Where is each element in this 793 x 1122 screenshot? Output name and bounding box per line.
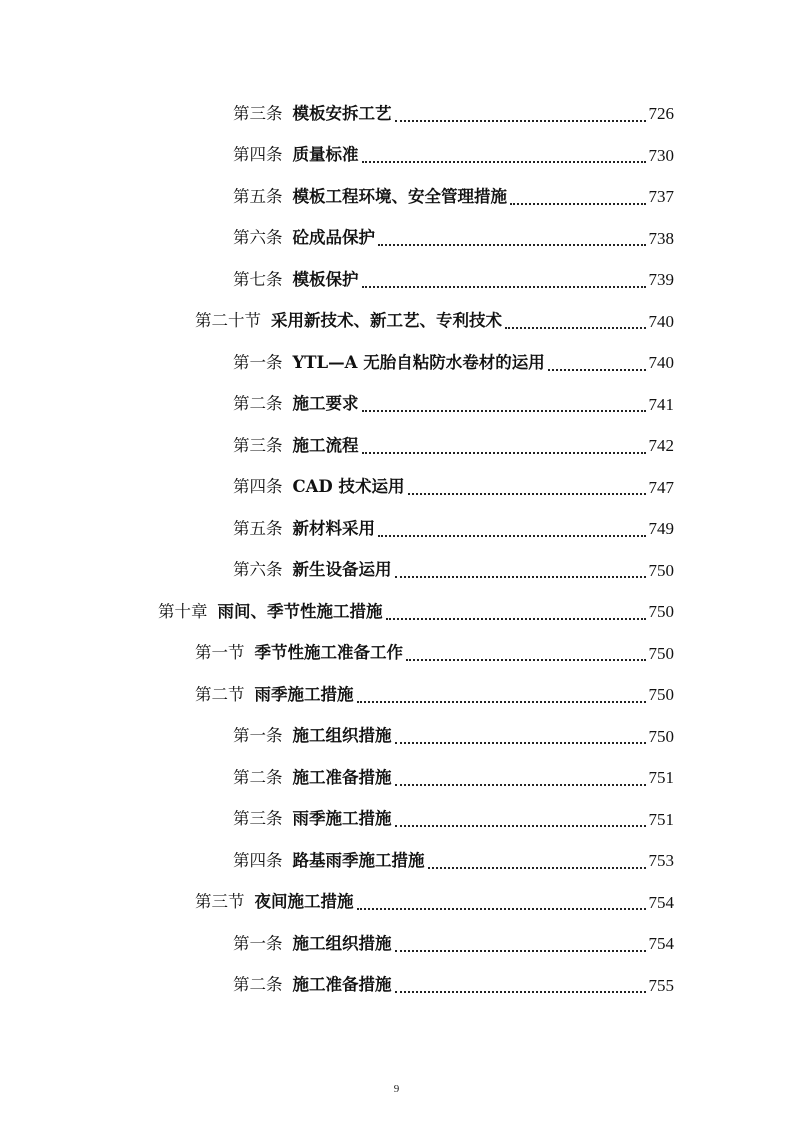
toc-entry-title: 路基雨季施工措施 [292, 850, 425, 870]
dot-leader [505, 326, 646, 329]
toc-entry[interactable] [0, 425, 793, 467]
dot-leader [378, 243, 646, 246]
toc-entry[interactable] [0, 508, 793, 550]
dot-leader [395, 575, 646, 578]
toc-entry-page: 753 [648, 851, 674, 871]
dot-leader [357, 700, 646, 703]
toc-entry-title: 质量标准 [292, 145, 359, 164]
toc-entry-label: 第一条 [233, 352, 283, 372]
dot-leader [395, 783, 646, 786]
toc-entry[interactable] [0, 799, 793, 841]
toc-entry[interactable] [0, 965, 793, 1007]
toc-entry-title: CAD 技术运用 [292, 477, 405, 496]
dot-leader [362, 285, 646, 288]
toc-entry-title: 夜间施工措施 [254, 892, 354, 911]
toc-entry[interactable] [0, 135, 793, 177]
toc-entry-title: 模板工程环境、安全管理措施 [292, 186, 507, 206]
toc-entry-page: 750 [648, 685, 674, 705]
toc-entry-label: 第二条 [233, 394, 283, 413]
toc-entry-page: 740 [648, 353, 674, 373]
toc-entry-label: 第五条 [233, 186, 283, 206]
dot-leader [428, 866, 646, 869]
dot-leader [395, 990, 646, 993]
toc-entry-label: 第二十节 [195, 311, 261, 330]
dot-leader [395, 741, 646, 744]
toc-entry-label: 第一条 [233, 726, 283, 745]
toc-entry[interactable] [0, 550, 793, 592]
dot-leader [357, 907, 646, 910]
dot-leader [378, 534, 646, 537]
dot-leader [408, 492, 646, 495]
toc-entry[interactable] [0, 384, 793, 426]
toc-entry-page: 754 [648, 892, 674, 912]
toc-entry-title: 季节性施工准备工作 [254, 643, 403, 662]
dot-leader [395, 119, 646, 122]
toc-entry[interactable] [0, 93, 793, 135]
toc-entry-label: 第六条 [233, 228, 283, 247]
toc-entry-page: 754 [648, 934, 674, 954]
toc-entry-label: 第三节 [195, 892, 245, 911]
toc-entry-title: 模板保护 [292, 269, 359, 289]
dot-leader [362, 409, 646, 412]
toc-entry[interactable] [0, 218, 793, 260]
toc-entry-title: 新生设备运用 [292, 560, 392, 579]
toc-entry-page: 739 [648, 270, 674, 290]
toc-entry[interactable] [0, 882, 793, 924]
toc-entry-title: YTL—A 无胎自粘防水卷材的运用 [292, 352, 545, 372]
toc-entry-title: 雨季施工措施 [292, 809, 392, 828]
toc-entry-label: 第十章 [158, 601, 208, 621]
toc-entry-title: 施工组织措施 [292, 933, 392, 953]
toc-entry[interactable] [0, 923, 793, 965]
toc-entry-title: 雨季施工措施 [254, 684, 354, 704]
toc-entry[interactable] [0, 757, 793, 799]
toc-entry-title: 砼成品保护 [292, 228, 375, 247]
dot-leader [386, 617, 646, 620]
toc-entry-label: 第四条 [233, 850, 283, 870]
toc-entry-page: 750 [648, 643, 674, 663]
toc-entry-label: 第二条 [233, 975, 283, 994]
toc-entry-title: 施工准备措施 [292, 767, 392, 787]
toc-entry[interactable] [0, 342, 793, 384]
page-number: 9 [393, 1083, 400, 1095]
toc-entry-page: 747 [648, 477, 674, 497]
toc-entry[interactable] [0, 633, 793, 675]
toc-entry[interactable] [0, 301, 793, 343]
toc-entry-title: 模板安拆工艺 [292, 103, 392, 123]
toc-entry-label: 第二节 [195, 684, 245, 704]
toc-entry[interactable] [0, 176, 793, 218]
toc-entry-label: 第四条 [233, 477, 283, 496]
toc-entry-page: 742 [648, 436, 674, 456]
toc-entry-page: 751 [648, 768, 674, 788]
toc-entry-title: 施工准备措施 [292, 975, 392, 994]
toc-entry-label: 第六条 [233, 560, 283, 579]
dot-leader [362, 160, 646, 163]
toc-entry-page: 738 [648, 228, 674, 248]
toc-entry-title: 施工组织措施 [292, 726, 392, 745]
dot-leader [395, 824, 646, 827]
toc-entry-title: 施工流程 [292, 435, 359, 455]
toc-entry-page: 755 [648, 975, 674, 995]
toc-entry-label: 第三条 [233, 809, 283, 828]
toc-entry-title: 雨间、季节性施工措施 [217, 601, 383, 621]
toc-entry-page: 749 [648, 519, 674, 539]
toc-entry-label: 第一条 [233, 933, 283, 953]
toc-entry-label: 第一节 [195, 643, 245, 662]
toc-entry[interactable] [0, 467, 793, 509]
toc-entry-label: 第七条 [233, 269, 283, 289]
toc-entry[interactable] [0, 259, 793, 301]
toc-entry-title: 采用新技术、新工艺、专利技术 [271, 311, 502, 330]
toc-entry-page: 726 [648, 104, 674, 124]
toc-entry-page: 740 [648, 311, 674, 331]
toc-entry-label: 第三条 [233, 103, 283, 123]
dot-leader [395, 949, 646, 952]
toc-entry[interactable] [0, 840, 793, 882]
dot-leader [362, 451, 646, 454]
toc-entry-page: 741 [648, 394, 674, 414]
toc-entry[interactable] [0, 716, 793, 758]
toc-entry-label: 第五条 [233, 518, 283, 538]
toc-entry-page: 750 [648, 560, 674, 580]
toc-entry-label: 第二条 [233, 767, 283, 787]
toc-entry-title: 施工要求 [292, 394, 359, 413]
table-of-contents [0, 93, 793, 1006]
toc-entry-page: 730 [648, 145, 674, 165]
toc-entry-label: 第三条 [233, 435, 283, 455]
toc-entry[interactable] [0, 591, 793, 633]
toc-entry-page: 751 [648, 809, 674, 829]
toc-entry[interactable] [0, 674, 793, 716]
dot-leader [406, 658, 646, 661]
dot-leader [548, 368, 646, 371]
toc-entry-label: 第四条 [233, 145, 283, 164]
toc-entry-title: 新材料采用 [292, 518, 375, 538]
dot-leader [510, 202, 646, 205]
toc-entry-page: 737 [648, 187, 674, 207]
toc-entry-page: 750 [648, 726, 674, 746]
toc-entry-page: 750 [648, 602, 674, 622]
